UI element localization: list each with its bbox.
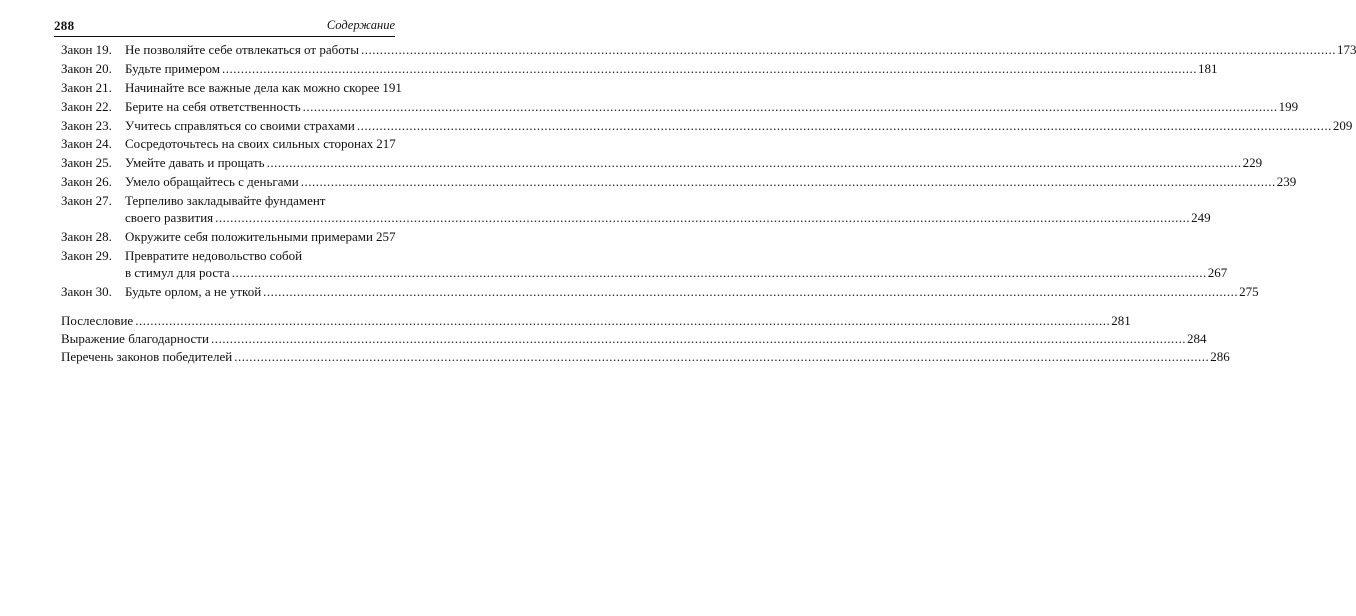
toc-entry-title: Окружите себя положительными примерами xyxy=(125,229,373,245)
dot-leader: .................................................................................................................................................................................................................................................................... xyxy=(360,42,1336,57)
law-title-block xyxy=(125,192,1211,226)
toc-backmatter-entry[interactable] xyxy=(61,330,1207,347)
law-number: Закон 26. xyxy=(61,174,112,190)
law-number: Закон 22. xyxy=(61,98,112,114)
toc-law-entry[interactable] xyxy=(61,60,1218,77)
toc-entry-title: Будьте примером xyxy=(125,60,220,76)
toc-entry-title: Послесловие xyxy=(61,312,134,328)
dot-leader: .................................................................................................................................................................................................................................................................... xyxy=(215,210,1191,226)
dot-leader: .................................................................................................................................................................................................................................................................... xyxy=(300,174,1276,190)
dot-leader: .................................................................................................................................................................................................................................................................... xyxy=(266,155,1242,171)
law-number: Закон 19. xyxy=(61,42,112,57)
toc-entry-title: Умело обращайтесь с деньгами xyxy=(125,174,299,190)
toc-page-number: 181 xyxy=(1197,60,1218,76)
dot-leader: .................................................................................................................................................................................................................................................................... xyxy=(210,330,1186,346)
dot-leader: .................................................................................................................................................................................................................................................................... xyxy=(356,117,1332,133)
law-title-block xyxy=(125,228,394,245)
page-number: 288 xyxy=(54,18,75,33)
dot-leader: .................................................................................................................................................................................................................................................................... xyxy=(234,348,1210,364)
toc-page-number: 191 xyxy=(382,79,402,95)
toc-entry-title: в стимул для роста xyxy=(125,264,230,280)
running-title: Содержание xyxy=(326,18,395,32)
toc-entry-title: Сосредоточьтесь на своих сильных сторонах xyxy=(125,136,374,152)
dot-leader: .................................................................................................................................................................................................................................................................... xyxy=(135,312,1111,328)
toc-page-number: 217 xyxy=(376,136,396,152)
dot-leader: .................................................................................................................................................................................................................................................................... xyxy=(221,60,1197,76)
toc-page-number: 173 xyxy=(1336,42,1356,57)
toc-page-number: 275 xyxy=(1239,283,1259,299)
dot-leader: .................................................................................................................................................................................................................................................................... xyxy=(302,98,1278,114)
law-number: Закон 25. xyxy=(61,155,112,171)
dot-leader: .................................................................................................................................................................................................................................................................... xyxy=(231,264,1207,280)
toc-law-entry[interactable] xyxy=(61,41,1356,58)
toc-backmatter-entry[interactable] xyxy=(61,312,1131,329)
law-title-block xyxy=(125,154,1263,171)
toc-law-entry[interactable] xyxy=(61,98,1299,115)
toc-page-number: 281 xyxy=(1111,312,1131,328)
toc-page-number: 257 xyxy=(375,229,396,245)
toc-law-entry[interactable] xyxy=(61,247,1228,281)
law-title-block xyxy=(125,98,1299,115)
law-number: Закон 28. xyxy=(61,229,112,245)
law-number: Закон 27. xyxy=(61,193,112,209)
toc-entry-title: Умейте давать и прощать xyxy=(125,155,265,171)
toc-entry-title: Не позволяйте себе отвлекаться от работы xyxy=(125,42,359,57)
backmatter-title-block xyxy=(61,312,1131,329)
dot-leader: .................................................................................................................................................................................................................................................................... xyxy=(263,283,1239,299)
law-number: Закон 30. xyxy=(61,283,112,299)
toc-page-number: 209 xyxy=(1332,117,1353,133)
toc-law-entry[interactable] xyxy=(61,173,1297,190)
toc-entry-title: Выражение благодарности xyxy=(61,330,209,346)
toc-entry-title: Берите на себя ответственность xyxy=(125,98,301,114)
toc-page-number: 229 xyxy=(1242,155,1263,171)
backmatter-title-block xyxy=(61,330,1207,347)
backmatter-title-block xyxy=(61,348,1230,365)
toc-entry-title: своего развития xyxy=(125,210,214,226)
toc-entry-title: Учитесь справляться со своими страхами xyxy=(125,117,355,133)
toc-entry-title: Перечень законов победителей xyxy=(61,348,233,364)
law-title-block xyxy=(125,247,1228,281)
law-number: Закон 24. xyxy=(61,136,112,152)
law-title-block xyxy=(125,135,394,152)
toc-law-entry[interactable] xyxy=(61,228,394,245)
table-of-contents xyxy=(61,41,1356,366)
toc-page-number: 267 xyxy=(1207,264,1228,280)
law-number: Закон 23. xyxy=(61,117,112,133)
law-number: Закон 29. xyxy=(61,247,112,263)
toc-entry-title: Начинайте все важные дела как можно скорее xyxy=(125,79,380,95)
toc-page-number: 284 xyxy=(1186,330,1207,346)
toc-entry-title: Превратите недовольство собой xyxy=(125,247,303,263)
toc-law-entry[interactable] xyxy=(61,79,402,96)
toc-law-entry[interactable] xyxy=(61,154,1263,171)
toc-law-entry[interactable] xyxy=(61,192,1211,226)
page-header xyxy=(54,16,395,37)
toc-page-number: 286 xyxy=(1210,348,1230,364)
law-number: Закон 20. xyxy=(61,60,112,76)
law-number: Закон 21. xyxy=(61,79,112,95)
toc-entry-title: Будьте орлом, а не уткой xyxy=(125,283,262,299)
law-title-block xyxy=(125,117,1353,134)
law-title-block xyxy=(125,79,402,96)
toc-law-entry[interactable] xyxy=(61,135,394,152)
law-title-block xyxy=(125,60,1218,77)
toc-law-entry[interactable] xyxy=(61,283,1259,300)
toc-page-number: 199 xyxy=(1278,98,1299,114)
law-title-block xyxy=(125,41,1356,58)
law-title-block xyxy=(125,173,1297,190)
toc-page-number: 239 xyxy=(1276,174,1297,190)
toc-law-entry[interactable] xyxy=(61,117,1353,134)
toc-backmatter-entry[interactable] xyxy=(61,348,1230,365)
section-gap xyxy=(61,302,394,312)
toc-entry-title: Терпеливо закладывайте фундамент xyxy=(125,193,326,209)
toc-page-number: 249 xyxy=(1191,210,1211,226)
law-title-block xyxy=(125,283,1259,300)
